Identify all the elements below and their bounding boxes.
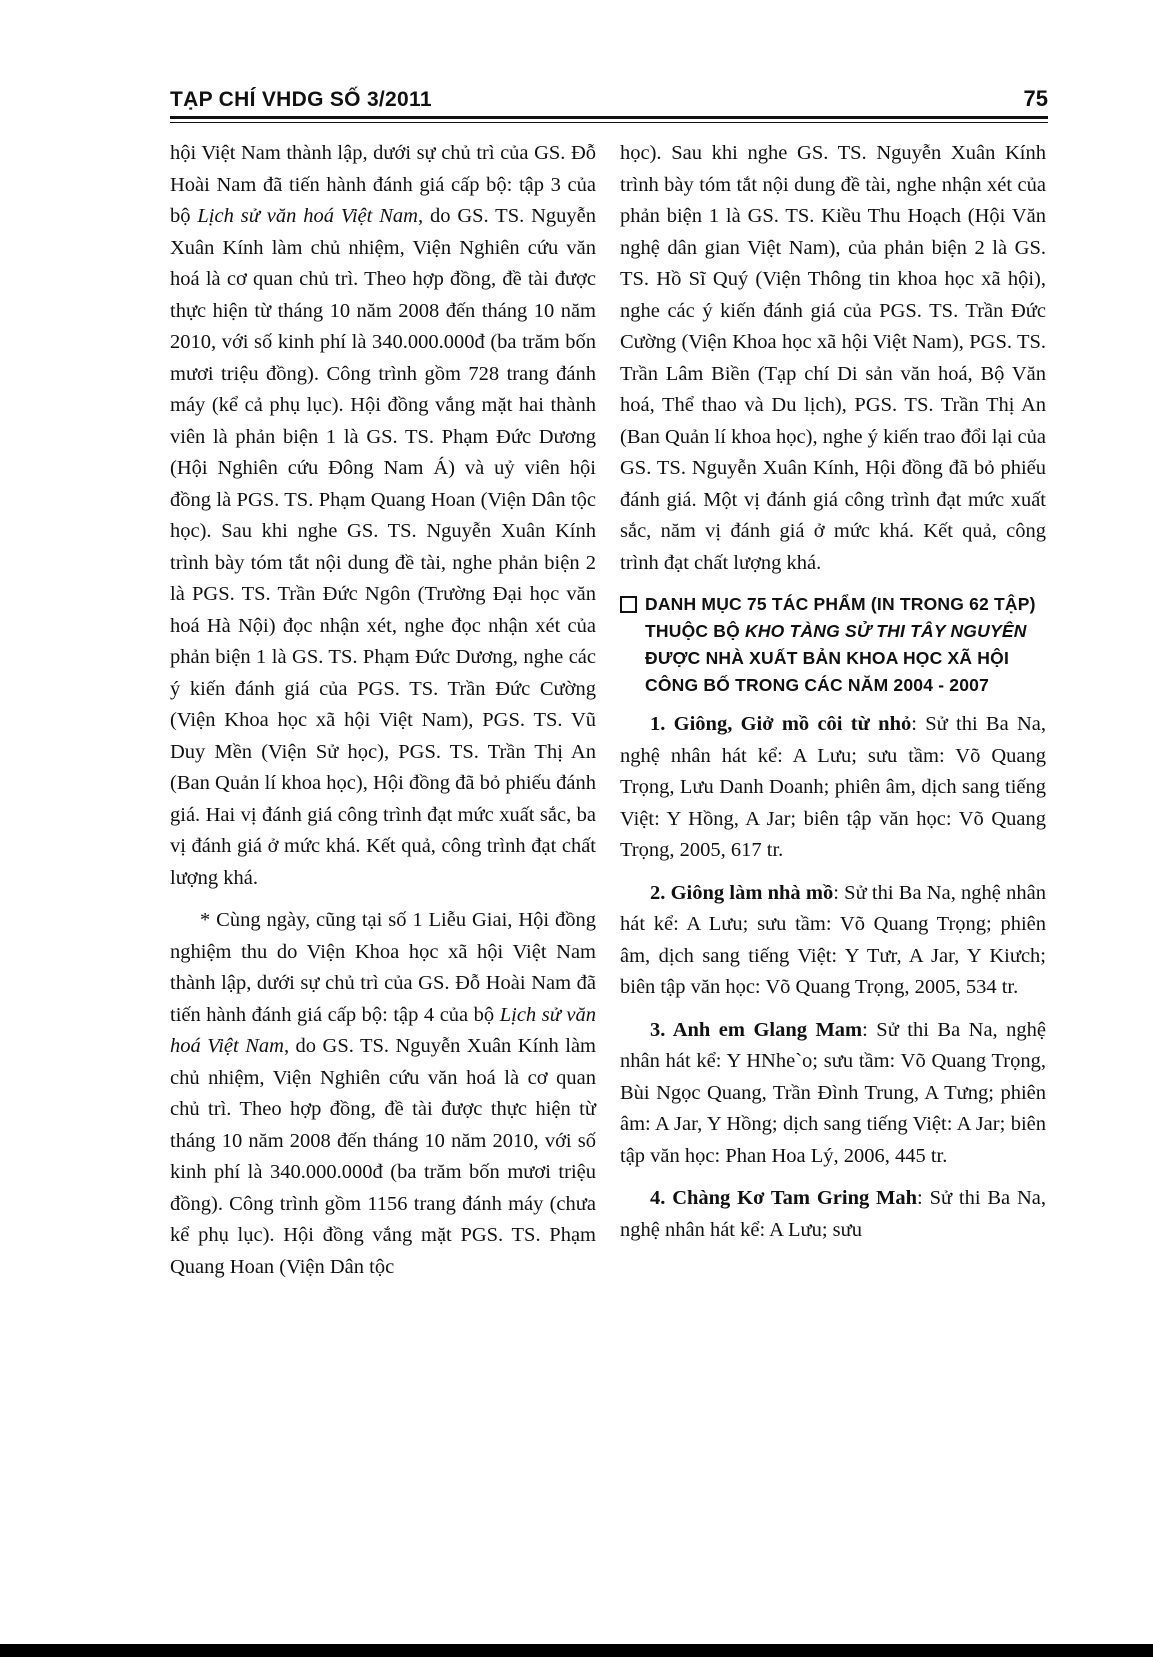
paragraph: học). Sau khi nghe GS. TS. Nguyễn Xuân Kính trình bày tóm tắt nội dung đề tài, nghe nhận xét của phản biện 1 là GS. TS. Kiều Thu Hoạch (Hội Văn nghệ dân gian Việt Nam), của phản biện 2 là GS. TS. Hồ Sĩ Quý (Viện Thông tin khoa học xã hội), nghe các ý kiến đánh giá của PGS. TS. Trần Đức Cường (Viện Khoa học xã hội Việt Nam), PGS. TS. Trần Lâm Biền (Tạp chí Di sản văn hoá, Bộ Văn hoá, Thể thao và Du lịch), PGS. TS. Trần Thị An (Ban Quản lí khoa học), nghe ý kiến trao đổi lại của GS. TS. Nguyễn Xuân Kính, Hội đồng đã bỏ phiếu đánh giá. Một vị đánh giá công trình đạt mức xuất sắc, năm vị đánh giá ở mức khá. Kết quả, công trình đạt chất lượng khá. — [620, 142, 1046, 574]
heading-book-title: KHO TÀNG SỬ THI TÂY NGUYÊN — [745, 621, 1027, 641]
entry-text: : Sử thi Ba Na, nghệ nhân hát kể: Y HNhe`o; sưu tầm: Võ Quang Trọng, Bùi Ngọc Quang, Trần Đình Trung, A Tưng; phiên âm: A Jar, Y Hồng; dịch sang tiếng Việt: A Jar; biên tập văn học: Phan Hoa Lý, 2006, 445 tr. — [620, 1018, 1046, 1167]
heading-part: ĐƯỢC NHÀ XUẤT BẢN KHOA HỌC XÃ HỘI CÔNG BỐ TRONG CÁC NĂM 2004 - 2007 — [645, 648, 1010, 695]
list-item — [620, 1015, 1046, 1173]
left-column — [170, 138, 596, 1283]
heading-part: DANH MỤC 75 TÁC PHẨM (IN TRONG 62 TẬP) THUỘC BỘ — [645, 594, 1036, 641]
list-item — [620, 878, 1046, 1004]
right-column — [620, 138, 1046, 1246]
paragraph-text: , do GS. TS. Nguyễn Xuân Kính làm chủ nhiệm, Viện Nghiên cứu văn hoá là cơ quan chủ trì. Theo hợp đồng, đề tài được thực hiện từ tháng 10 năm 2008 đến tháng 10 năm 2010, với số kinh phí là 340.000.000đ (ba trăm bốn mươi triệu đồng). Công trình gồm 1156 trang đánh máy (chưa kể phụ lục). Hội đồng vắng mặt PGS. TS. Phạm Quang Hoan (Viện Dân tộc — [170, 1035, 596, 1278]
entry-title: 1. Giông, Giở mồ côi từ nhỏ — [650, 713, 912, 735]
section-heading-text — [645, 591, 1046, 699]
paragraph — [170, 138, 596, 894]
paragraph-text: , do GS. TS. Nguyễn Xuân Kính làm chủ nhiệm, Viện Nghiên cứu văn hoá là cơ quan chủ trì. Theo hợp đồng, đề tài được thực hiện từ tháng 10 năm 2008 đến tháng 10 năm 2010, với số kinh phí là 340.000.000đ (ba trăm bốn mươi triệu đồng). Công trình gồm 728 trang đánh máy (kể cả phụ lục). Hội đồng vắng mặt hai thành viên là phản biện 1 là GS. TS. Phạm Đức Dương (Hội Nghiên cứu Đông Nam Á) và uỷ viên hội đồng là PGS. TS. Phạm Quang Hoan (Viện Dân tộc học). Sau khi nghe GS. TS. Nguyễn Xuân Kính trình bày tóm tắt nội dung đề tài, nghe phản biện 2 là PGS. TS. Trần Đức Ngôn (Trường Đại học văn hoá Hà Nội) đọc nhận xét, nghe đọc nhận xét của phản biện 1 là GS. TS. Phạm Đức Dương, nghe các ý kiến đánh giá của PGS. TS. Trần Đức Cường (Viện Khoa học xã hội Việt Nam), PGS. TS. Vũ Duy Mền (Viện Sử học), PGS. TS. Trần Thị An (Ban Quản lí khoa học), Hội đồng đã bỏ phiếu đánh giá. Hai vị đánh giá công trình đạt mức xuất sắc, ba vị đánh giá ở mức khá. Kết quả, công trình đạt chất lượng khá. — [170, 205, 597, 889]
entry-title: 4. Chàng Kơ Tam Gring Mah — [650, 1187, 918, 1209]
header-rule-thick — [170, 116, 1048, 119]
list-item — [620, 709, 1046, 867]
list-item — [620, 1183, 1046, 1246]
entry-title: 2. Giông làm nhà mồ — [650, 881, 834, 904]
entry-text: : Sử thi Ba Na, nghệ nhân hát kể: A Lưu; sưu tầm: Võ Quang Trọng, Lưu Danh Doanh; phiên âm, dịch sang tiếng Việt: Y Hồng, A Jar; biên tập văn học: Võ Quang Trọng, 2005, 617 tr. — [620, 713, 1046, 861]
book-title: Lịch sử văn hoá Việt Nam — [170, 1003, 597, 1057]
journal-title: TẠP CHÍ VHDG SỐ 3/2011 — [170, 88, 432, 111]
scan-bottom-edge — [0, 1644, 1153, 1657]
paragraph — [170, 905, 596, 1283]
entry-text: : Sử thi Ba Na, nghệ nhân hát kể: A Lưu; sưu — [620, 1187, 1046, 1241]
square-bullet-icon — [620, 596, 637, 613]
page-number: 75 — [1023, 86, 1048, 111]
running-header — [170, 80, 1048, 120]
paragraph-text: hội Việt Nam thành lập, dưới sự chủ trì của GS. Đỗ Hoài Nam đã tiến hành đánh giá cấp bộ: tập 3 của bộ — [170, 142, 596, 227]
header-rule-thin — [170, 122, 1048, 123]
entry-title: 3. Anh em Glang Mam — [650, 1018, 863, 1041]
book-title: Lịch sử văn hoá Việt Nam — [197, 205, 418, 227]
entry-text: : Sử thi Ba Na, nghệ nhân hát kể: A Lưu; sưu tầm: Võ Quang Trọng; phiên âm, dịch sang tiếng Việt: Y Tưr, A Jar, Y Kiưch; biên tập văn học: Võ Quang Trọng, 2005, 534 tr. — [620, 881, 1046, 998]
section-heading — [620, 591, 1046, 699]
paragraph-text: * Cùng ngày, cũng tại số 1 Liễu Giai, Hội đồng nghiệm thu do Viện Khoa học xã hội Việt Nam thành lập, dưới sự chủ trì của GS. Đỗ Hoài Nam đã tiến hành đánh giá cấp bộ: tập 4 của bộ — [170, 909, 596, 1026]
